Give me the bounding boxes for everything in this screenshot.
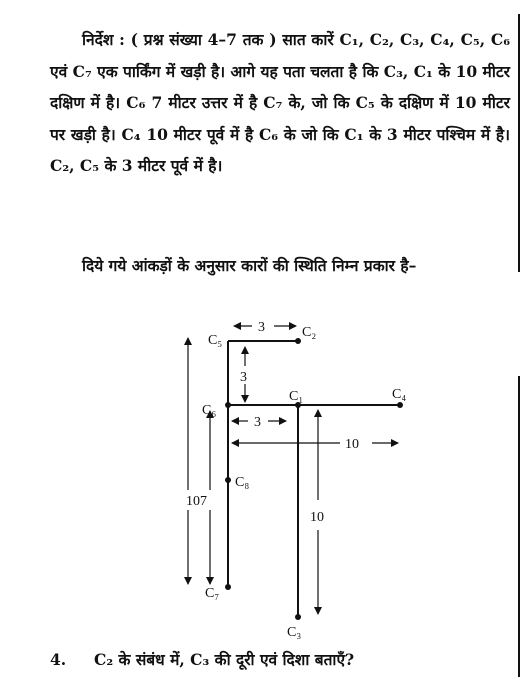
question-4 — [50, 648, 515, 670]
c8-point — [225, 477, 231, 483]
c5-c6-distance: 3 — [240, 370, 247, 385]
direction-paragraph: निर्देश : ( प्रश्न संख्या 4–7 तक ) सात कारें C₁, C₂, C₃, C₄, C₅, C₆ एवं C₇ एक पार्किंग में खड़ी है। आगे यह पता चलता है कि C₃, C₁ के 10 मीटर दक्षिण में है। C₆ 7 मीटर उत्तर में है C₇ के, जो कि C₅ के दक्षिण में 10 मीटर पर खड़ी है। C₄ 10 मीटर पूर्व में है C₆ के जो कि C₁ के 3 मीटर पश्चिम में है। C₂, C₅ के 3 मीटर पूर्व में है। — [50, 30, 511, 176]
left-total-distance: 107 — [186, 494, 207, 509]
direction-label: निर्देश — [82, 30, 114, 49]
c7-label: C₇ — [205, 586, 220, 601]
c6-c4-distance: 10 — [345, 437, 359, 452]
c6-point — [225, 402, 231, 408]
c2-point — [295, 338, 301, 344]
question-number: 4. — [50, 650, 67, 669]
c4-point — [397, 402, 403, 408]
direction-text: सात कारें C₁, C₂, C₃, C₄, C₅, C₆ एवं C₇ एक पार्किंग में खड़ी है। आगे यह पता चलता है कि C₃, C₁ के 10 मीटर दक्षिण में है। C₆ 7 मीटर उत्तर में है C₇ के, जो कि C₅ के दक्षिण में 10 मीटर पर खड़ी है। C₄ 10 मीटर पूर्व में है C₆ के जो कि C₁ के 3 मीटर पश्चिम में है। C₂, C₅ के 3 मीटर पूर्व में है। — [50, 30, 511, 176]
c5-c2-distance: 3 — [258, 320, 265, 335]
question-text: C₂ के संबंध में, C₃ की दूरी एवं दिशा बताएँ? — [94, 650, 355, 669]
c3-point — [295, 614, 301, 620]
c1-label: C₁ — [289, 389, 304, 404]
intro-text: दिये गये आंकड़ों के अनुसार कारों की स्थिति निम्न प्रकार है– — [82, 256, 417, 275]
c4-label: C₄ — [392, 387, 407, 402]
direction-range: ( प्रश्न संख्या 4–7 तक ) — [130, 30, 277, 49]
c6-label: C₆ — [202, 403, 217, 418]
c6-c1-distance: 3 — [254, 415, 261, 430]
c3-label: C₃ — [287, 625, 302, 640]
c8-label: C₈ — [235, 475, 250, 490]
c1-c3-distance: 10 — [310, 510, 324, 525]
c5-label: C₅ — [208, 333, 223, 348]
c2-label: C₂ — [302, 325, 317, 340]
c7-point — [225, 584, 231, 590]
